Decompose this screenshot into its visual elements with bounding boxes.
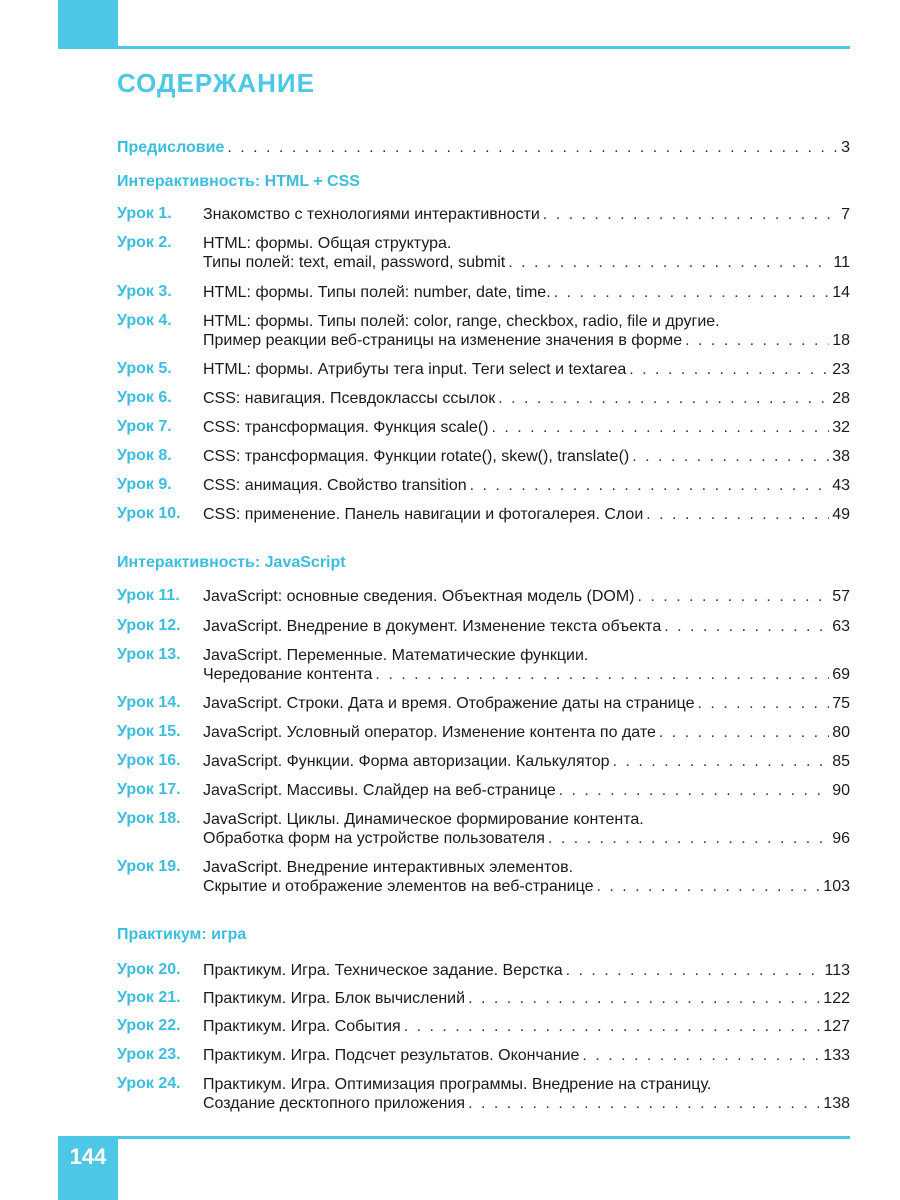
dot-leader xyxy=(646,505,829,524)
lesson-page-number: 96 xyxy=(832,830,850,847)
toc-preface[interactable] xyxy=(117,139,850,157)
dot-leader xyxy=(404,1017,821,1036)
dot-leader xyxy=(698,694,830,713)
lesson-title-line: JavaScript. Переменные. Математические функции. xyxy=(203,647,589,664)
lesson-title-line: CSS: трансформация. Функция scale() xyxy=(203,419,489,436)
lesson-page-number: 18 xyxy=(832,332,850,349)
lesson-number: Урок 7. xyxy=(117,418,172,435)
lesson-title xyxy=(203,781,850,800)
lesson-title xyxy=(203,694,850,713)
lesson-title-last-line xyxy=(203,389,850,408)
lesson-title-line: Практикум. Игра. Техническое задание. Верстка xyxy=(203,962,563,979)
lesson-number: Урок 18. xyxy=(117,810,181,827)
lesson-title xyxy=(203,646,850,684)
dot-leader xyxy=(685,331,829,350)
lesson-number: Урок 15. xyxy=(117,723,181,740)
lesson-title-line: Создание десктопного приложения xyxy=(203,1095,466,1112)
lesson-title xyxy=(203,505,850,524)
lesson-title-line: Практикум. Игра. Оптимизация программы. Внедрение на страницу. xyxy=(203,1076,712,1093)
lesson-title-last-line xyxy=(203,587,850,606)
lesson-title xyxy=(203,418,850,437)
page-title: СОДЕРЖАНИЕ xyxy=(117,68,315,98)
lesson-page-number: 75 xyxy=(832,695,850,712)
lesson-title-last-line xyxy=(203,505,850,524)
lesson-title-last-line xyxy=(203,877,850,896)
dot-leader xyxy=(659,723,829,742)
lesson-number: Урок 19. xyxy=(117,858,181,875)
lesson-number: Урок 20. xyxy=(117,961,181,978)
lesson-title-last-line xyxy=(203,1046,850,1065)
lesson-title xyxy=(203,234,850,272)
lesson-title xyxy=(203,283,850,302)
lesson-number: Урок 10. xyxy=(117,505,181,522)
lesson-title-line: CSS: анимация. Свойство transition xyxy=(203,477,467,494)
lesson-page-number: 103 xyxy=(823,878,850,895)
lesson-title-line: CSS: применение. Панель навигации и фотогалерея. Слои xyxy=(203,506,644,523)
lesson-title-last-line xyxy=(203,617,850,636)
lesson-title-line: Типы полей: text, email, password, submit xyxy=(203,254,506,271)
lesson-title-last-line xyxy=(203,723,850,742)
lesson-page-number: 43 xyxy=(832,477,850,494)
lesson-title-line: Знакомство с технологиями интерактивности xyxy=(203,206,540,223)
lesson-title-line: Пример реакции веб-страницы на изменение значения в форме xyxy=(203,332,683,349)
lesson-title-last-line xyxy=(203,1017,850,1036)
lesson-number: Урок 8. xyxy=(117,447,172,464)
dot-leader xyxy=(498,389,829,408)
lesson-page-number: 122 xyxy=(823,990,850,1007)
lesson-page-number: 11 xyxy=(833,254,850,271)
lesson-number: Урок 21. xyxy=(117,989,181,1006)
lesson-number: Урок 22. xyxy=(117,1017,181,1034)
lesson-number: Урок 6. xyxy=(117,389,172,406)
lesson-number: Урок 9. xyxy=(117,476,172,493)
lesson-title-last-line xyxy=(203,829,850,848)
dot-leader xyxy=(554,283,830,302)
lesson-title-last-line xyxy=(203,447,850,466)
lesson-title xyxy=(203,752,850,771)
lesson-title xyxy=(203,587,850,606)
lesson-title-line: JavaScript. Массивы. Слайдер на веб-странице xyxy=(203,782,556,799)
lesson-title xyxy=(203,1075,850,1113)
lesson-title-line: CSS: трансформация. Функции rotate(), skew(), translate() xyxy=(203,448,630,465)
lesson-page-number: 32 xyxy=(832,419,850,436)
lesson-title-line: Скрытие и отображение элементов на веб-странице xyxy=(203,878,594,895)
lesson-number: Урок 11. xyxy=(117,587,180,604)
lesson-title-line: Чередование контента xyxy=(203,666,373,683)
page-number: 144 xyxy=(69,1144,107,1169)
dot-leader xyxy=(559,781,830,800)
lesson-page-number: 138 xyxy=(823,1095,850,1112)
lesson-title-last-line xyxy=(203,752,850,771)
lesson-title-line: Практикум. Игра. Блок вычислений xyxy=(203,990,466,1007)
lesson-number: Урок 12. xyxy=(117,617,181,634)
lesson-title-last-line xyxy=(203,781,850,800)
section-heading: Интерактивность: JavaScript xyxy=(117,554,346,571)
lesson-title xyxy=(203,1017,850,1036)
lesson-title xyxy=(203,360,850,379)
section-heading: Интерактивность: HTML + CSS xyxy=(117,173,360,190)
dot-leader xyxy=(629,360,829,379)
lesson-page-number: 14 xyxy=(832,284,850,301)
dot-leader xyxy=(508,253,830,272)
lesson-number: Урок 14. xyxy=(117,694,181,711)
lesson-title-line: Обработка форм на устройстве пользователя xyxy=(203,830,545,847)
lesson-title-line: JavaScript. Внедрение интерактивных элементов. xyxy=(203,859,574,876)
dot-leader xyxy=(638,587,830,606)
lesson-title-line: JavaScript. Функции. Форма авторизации. Калькулятор xyxy=(203,753,610,770)
lesson-title-line: HTML: формы. Типы полей: color, range, checkbox, radio, file и другие. xyxy=(203,313,720,330)
lesson-title xyxy=(203,447,850,466)
lesson-page-number: 80 xyxy=(832,724,850,741)
lesson-title xyxy=(203,723,850,742)
lesson-title xyxy=(203,1046,850,1065)
dot-leader xyxy=(582,1046,820,1065)
lesson-page-number: 28 xyxy=(832,390,850,407)
dot-leader xyxy=(491,418,829,437)
lesson-title-line: Практикум. Игра. События xyxy=(203,1018,401,1035)
lesson-page-number: 113 xyxy=(824,962,850,979)
dot-leader xyxy=(664,617,829,636)
lesson-title xyxy=(203,858,850,896)
dot-leader xyxy=(227,139,838,157)
preface-label: Предисловие xyxy=(117,139,225,156)
lesson-title xyxy=(203,617,850,636)
footer-rule xyxy=(58,1136,850,1139)
lesson-number: Урок 4. xyxy=(117,312,172,329)
lesson-page-number: 57 xyxy=(832,588,850,605)
dot-leader xyxy=(548,829,829,848)
lesson-title-line: HTML: формы. Атрибуты тега input. Теги select и textarea xyxy=(203,361,627,378)
dot-leader xyxy=(468,989,820,1008)
lesson-title-last-line xyxy=(203,989,850,1008)
lesson-title xyxy=(203,989,850,1008)
dot-leader xyxy=(613,752,830,771)
lesson-page-number: 7 xyxy=(841,206,850,223)
header-corner-block xyxy=(58,0,118,47)
lesson-page-number: 49 xyxy=(832,506,850,523)
lesson-title-last-line xyxy=(203,476,850,495)
lesson-number: Урок 16. xyxy=(117,752,181,769)
lesson-title-line: CSS: навигация. Псевдоклассы ссылок xyxy=(203,390,496,407)
dot-leader xyxy=(375,665,829,684)
dot-leader xyxy=(596,877,820,896)
lesson-number: Урок 1. xyxy=(117,205,172,222)
lesson-title-line: JavaScript. Циклы. Динамическое формирование контента. xyxy=(203,811,644,828)
lesson-page-number: 133 xyxy=(823,1047,850,1064)
lesson-title xyxy=(203,810,850,848)
lesson-title-line: JavaScript. Условный оператор. Изменение контента по дате xyxy=(203,724,656,741)
lesson-number: Урок 3. xyxy=(117,283,172,300)
lesson-title xyxy=(203,389,850,408)
lesson-number: Урок 17. xyxy=(117,781,181,798)
lesson-page-number: 63 xyxy=(832,618,850,635)
lesson-number: Урок 13. xyxy=(117,646,181,663)
lesson-title-last-line xyxy=(203,418,850,437)
lesson-title-line: JavaScript: основные сведения. Объектная модель (DOM) xyxy=(203,588,635,605)
dot-leader xyxy=(543,205,838,224)
lesson-page-number: 38 xyxy=(832,448,850,465)
dot-leader xyxy=(632,447,829,466)
lesson-number: Урок 5. xyxy=(117,360,172,377)
lesson-title-last-line xyxy=(203,205,850,224)
lesson-title-last-line xyxy=(203,331,850,350)
lesson-page-number: 85 xyxy=(832,753,850,770)
lesson-title-last-line xyxy=(203,694,850,713)
lesson-title xyxy=(203,312,850,350)
dot-leader xyxy=(470,476,830,495)
lesson-title-last-line xyxy=(203,360,850,379)
lesson-title-line: HTML: формы. Общая структура. xyxy=(203,235,452,252)
lesson-number: Урок 2. xyxy=(117,234,172,251)
lesson-title-last-line xyxy=(203,1094,850,1113)
lesson-title-last-line xyxy=(203,665,850,684)
lesson-title-line: JavaScript. Строки. Дата и время. Отображение даты на странице xyxy=(203,695,695,712)
lesson-number: Урок 23. xyxy=(117,1046,181,1063)
lesson-title-line: JavaScript. Внедрение в документ. Изменение текста объекта xyxy=(203,618,662,635)
lesson-page-number: 23 xyxy=(832,361,850,378)
dot-leader xyxy=(468,1094,820,1113)
lesson-page-number: 69 xyxy=(832,666,850,683)
lesson-title xyxy=(203,476,850,495)
dot-leader xyxy=(566,961,822,980)
lesson-number: Урок 24. xyxy=(117,1075,181,1092)
lesson-page-number: 127 xyxy=(823,1018,850,1035)
lesson-title-last-line xyxy=(203,961,850,980)
lesson-title-last-line xyxy=(203,253,850,272)
section-heading: Практикум: игра xyxy=(117,926,247,943)
lesson-page-number: 90 xyxy=(832,782,850,799)
header-rule xyxy=(58,46,850,49)
lesson-title-line: HTML: формы. Типы полей: number, date, time. xyxy=(203,284,551,301)
lesson-title xyxy=(203,961,850,980)
lesson-title-last-line xyxy=(203,283,850,302)
preface-page: 3 xyxy=(841,139,850,156)
lesson-title xyxy=(203,205,850,224)
lesson-title-line: Практикум. Игра. Подсчет результатов. Окончание xyxy=(203,1047,580,1064)
